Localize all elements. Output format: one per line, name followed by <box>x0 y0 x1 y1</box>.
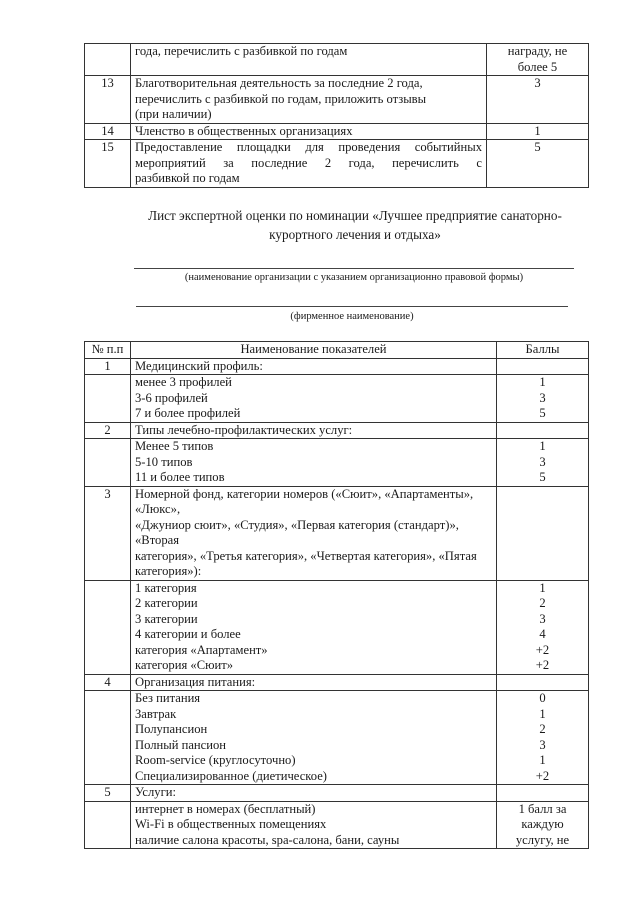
text-line: более 5 <box>517 59 558 74</box>
item-label: интернет в номерах (бесплатный) <box>135 801 316 816</box>
item-score: 1 <box>539 439 546 453</box>
row-number: 15 <box>85 140 131 188</box>
organization-name-line <box>134 268 574 269</box>
sheet-title-line: курортного лечения и отдыха» <box>269 227 441 242</box>
text-line: 5 <box>534 140 541 154</box>
item-score: 5 <box>539 470 546 484</box>
item-names <box>131 691 497 785</box>
section-number: 3 <box>85 486 131 580</box>
section-number: 4 <box>85 674 131 691</box>
top-table-body <box>85 44 589 188</box>
section-items-row <box>85 439 589 487</box>
row-score <box>487 44 589 76</box>
section-number: 1 <box>85 358 131 375</box>
item-score: 1 <box>539 375 546 389</box>
item-label: Завтрак <box>135 706 177 721</box>
section-header-row <box>85 422 589 439</box>
section-score-empty <box>497 674 589 691</box>
item-scores <box>497 801 589 849</box>
items-number-empty <box>85 801 131 849</box>
section-header-row <box>85 358 589 375</box>
item-label: 1 категория <box>135 580 197 595</box>
main-table-body <box>85 358 589 849</box>
text-line: Благотворительная деятельность за последние 2 года, <box>135 76 423 90</box>
table-row <box>85 44 589 76</box>
evaluation-table <box>84 341 589 849</box>
text-line: 3 <box>534 76 541 90</box>
header-score: Баллы <box>497 342 589 359</box>
text-line: Типы лечебно-профилактических услуг: <box>135 422 353 437</box>
item-label: 11 и более типов <box>135 470 225 484</box>
item-label: Без питания <box>135 691 201 705</box>
table-row <box>85 76 589 124</box>
section-number: 2 <box>85 422 131 439</box>
section-score-empty <box>497 785 589 802</box>
section-title <box>131 358 497 375</box>
item-scores <box>497 375 589 423</box>
item-names <box>131 801 497 849</box>
section-score-empty <box>497 422 589 439</box>
text-line: Предоставление площадки для проведения событийных <box>135 140 482 154</box>
row-description <box>131 76 487 124</box>
section-items-row <box>85 375 589 423</box>
text-line: Номерной фонд, категории номеров («Сюит», «Апартаменты», «Люкс», <box>135 486 474 516</box>
items-number-empty <box>85 439 131 487</box>
row-description <box>131 44 487 76</box>
item-scores <box>497 691 589 785</box>
item-label: 2 категории <box>135 596 198 610</box>
item-score: 3 <box>539 611 546 626</box>
row-number: 13 <box>85 76 131 124</box>
row-number: 14 <box>85 123 131 140</box>
items-number-empty <box>85 375 131 423</box>
item-scores <box>497 439 589 487</box>
text-line: перечислить с разбивкой по годам, приложить отзывы <box>135 91 427 106</box>
text-line: 1 балл за <box>518 801 567 816</box>
item-label: категория «Апартамент» <box>135 642 268 657</box>
top-criteria-table <box>84 43 589 188</box>
item-score: 0 <box>539 691 546 705</box>
section-items-row <box>85 691 589 785</box>
section-score-empty <box>497 358 589 375</box>
table-row <box>85 123 589 140</box>
item-names <box>131 375 497 423</box>
item-names <box>131 439 497 487</box>
text-line: (при наличии) <box>135 107 212 121</box>
item-label: Wi-Fi в общественных помещениях <box>135 817 327 831</box>
text-line: разбивкой по годам <box>135 171 240 185</box>
text-line: «Джуниор сюит», «Студия», «Первая категория (стандарт)», «Вторая <box>135 517 459 547</box>
item-score: 5 <box>539 406 546 420</box>
item-score: 1 <box>539 753 546 767</box>
text-line: каждую <box>521 817 564 831</box>
item-score: 3 <box>539 454 546 469</box>
section-items-row <box>85 580 589 674</box>
section-title <box>131 674 497 691</box>
items-number-empty <box>85 580 131 674</box>
item-label: Полный пансион <box>135 737 227 752</box>
section-title <box>131 486 497 580</box>
item-label: менее 3 профилей <box>135 375 232 389</box>
text-line: категория», «Третья категория», «Четвертая категория», «Пятая <box>135 548 477 563</box>
item-label: наличие салона красоты, spa-салона, бани, сауны <box>135 832 400 847</box>
text-line: 1 <box>534 123 541 138</box>
section-number: 5 <box>85 785 131 802</box>
text-line: года, перечислить с разбивкой по годам <box>135 44 348 58</box>
items-number-empty <box>85 691 131 785</box>
text-line: услугу, не <box>515 832 570 847</box>
item-score: 2 <box>539 596 546 610</box>
item-score: 3 <box>539 390 546 405</box>
item-label: Room-service (круглосуточно) <box>135 753 296 767</box>
text-line: мероприятий за последние 2 года, перечислить с <box>135 155 482 170</box>
header-name: Наименование показателей <box>131 342 497 359</box>
item-label: Менее 5 типов <box>135 439 214 453</box>
section-header-row <box>85 674 589 691</box>
item-names <box>131 580 497 674</box>
row-number <box>85 44 131 76</box>
row-description <box>131 140 487 188</box>
row-score <box>487 123 589 140</box>
item-score: 1 <box>539 706 546 721</box>
item-label: Полупансион <box>135 722 208 736</box>
item-label: Специализированное (диетическое) <box>135 768 327 783</box>
section-header-row <box>85 785 589 802</box>
row-description <box>131 123 487 140</box>
sheet-title <box>120 206 590 244</box>
item-label: категория «Сюит» <box>135 658 234 672</box>
section-score-empty <box>497 486 589 580</box>
table-row <box>85 140 589 188</box>
brand-caption: (фирменное наименование) <box>290 311 414 322</box>
item-score: +2 <box>535 768 550 783</box>
row-score <box>487 140 589 188</box>
item-label: 4 категории и более <box>135 627 241 641</box>
section-title <box>131 785 497 802</box>
item-score: 3 <box>539 737 546 752</box>
item-label: 3-6 профилей <box>135 390 208 405</box>
item-scores <box>497 580 589 674</box>
text-line: Услуги: <box>135 785 176 799</box>
brand-name-line <box>136 306 568 307</box>
section-header-row <box>85 486 589 580</box>
item-score: +2 <box>535 642 550 657</box>
section-items-row <box>85 801 589 849</box>
item-score: 1 <box>539 580 546 595</box>
item-label: 5-10 типов <box>135 454 193 469</box>
item-score: 2 <box>539 722 546 736</box>
text-line: категория»): <box>135 564 202 578</box>
item-score: 4 <box>539 627 546 641</box>
row-score <box>487 76 589 124</box>
item-score: +2 <box>535 658 550 672</box>
table-header-row <box>85 342 589 359</box>
text-line: награду, не <box>507 44 568 58</box>
organization-caption: (наименование организации с указанием организационно правовой формы) <box>184 272 524 283</box>
text-line: Организация питания: <box>135 674 256 689</box>
item-label: 7 и более профилей <box>135 406 241 420</box>
sheet-title-line: Лист экспертной оценки по номинации «Лучшее предприятие санаторно- <box>148 208 562 223</box>
text-line: Членство в общественных организациях <box>135 123 353 138</box>
section-title <box>131 422 497 439</box>
text-line: Медицинский профиль: <box>135 358 263 373</box>
item-label: 3 категории <box>135 611 198 626</box>
header-num: № п.п <box>85 342 131 359</box>
